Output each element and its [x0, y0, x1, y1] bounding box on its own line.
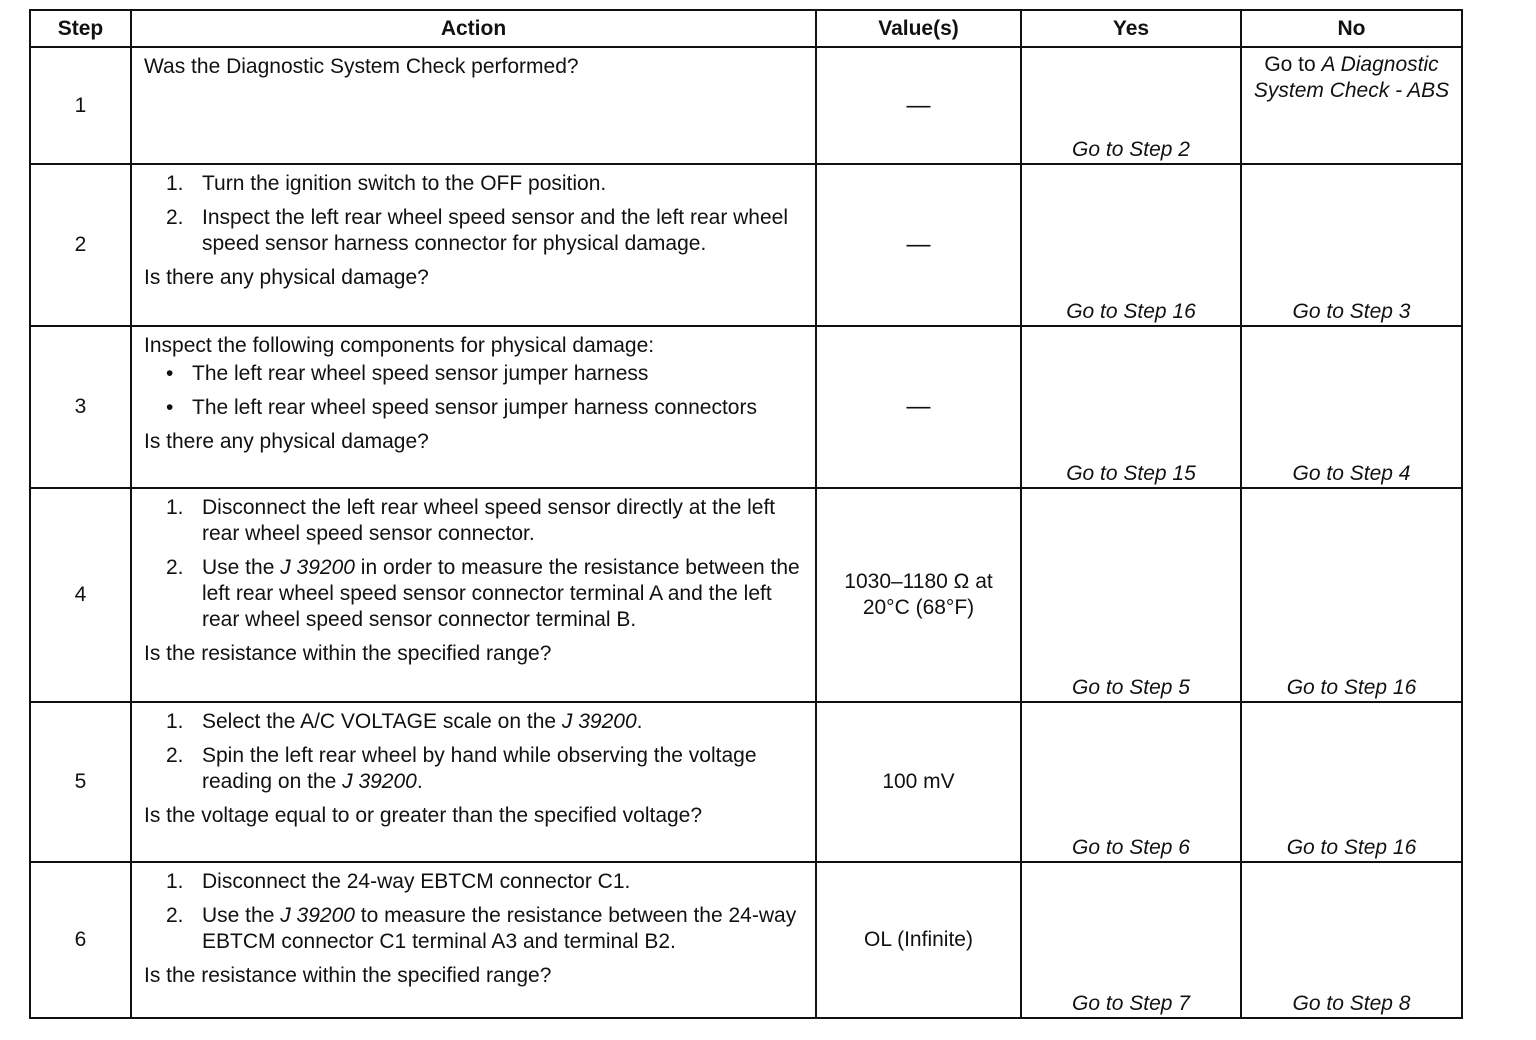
yes-cell: Go to Step 16: [1021, 164, 1241, 326]
yes-cell: Go to Step 6: [1021, 702, 1241, 862]
no-cell: Go to Step 16: [1241, 702, 1462, 862]
list-item: 2. Inspect the left rear wheel speed sensor and the left rear wheel speed sensor harness connector for physical damage.: [166, 206, 789, 255]
action-cell: [131, 326, 816, 488]
list-item: 2. Spin the left rear wheel by hand while observing the voltage reading on the J 39200.: [166, 744, 757, 793]
question-text: Is there any physical damage?: [144, 266, 429, 289]
no-link: A Diagnostic System Check - ABS: [1253, 53, 1450, 102]
header-values: Value(s): [816, 10, 1021, 47]
table-row-step-4: [30, 488, 1462, 702]
value-cell: —: [816, 47, 1021, 164]
table-row-step-5: [30, 702, 1462, 862]
yes-cell: Go to Step 5: [1021, 488, 1241, 702]
step-number: 3: [30, 326, 131, 488]
action-cell: [131, 702, 816, 862]
no-cell: [1241, 47, 1462, 164]
table-row-step-3: [30, 326, 1462, 488]
question-text: Is the resistance within the specified range?: [144, 964, 552, 987]
list-item: 1. Disconnect the left rear wheel speed sensor directly at the left rear wheel speed sensor connector.: [166, 496, 776, 545]
action-cell: [131, 164, 816, 326]
step-number: 2: [30, 164, 131, 326]
value-line: 20°C (68°F): [862, 596, 975, 619]
question-text: Is the voltage equal to or greater than the specified voltage?: [144, 804, 703, 827]
action-cell: [131, 47, 816, 164]
no-cell: Go to Step 16: [1241, 488, 1462, 702]
list-item: 1. Turn the ignition switch to the OFF position.: [166, 172, 607, 195]
yes-cell: Go to Step 15: [1021, 326, 1241, 488]
yes-cell: Go to Step 7: [1021, 862, 1241, 1018]
question-text: Is the resistance within the specified range?: [144, 642, 552, 665]
table-row-step-1: [30, 47, 1462, 164]
header-yes: Yes: [1021, 10, 1241, 47]
no-cell: Go to Step 8: [1241, 862, 1462, 1018]
value-cell: —: [816, 326, 1021, 488]
diagnostic-table: [29, 9, 1463, 1019]
yes-cell: Go to Step 2: [1021, 47, 1241, 164]
header-no: No: [1241, 10, 1462, 47]
tool-name: J 39200: [342, 770, 417, 793]
action-cell: [131, 488, 816, 702]
header-row: [30, 10, 1462, 47]
list-item: 2. Use the J 39200 to measure the resistance between the 24-way EBTCM connector C1 terminal A3 and terminal B2.: [166, 904, 797, 953]
table-row-step-6: [30, 862, 1462, 1018]
intro-text: Inspect the following components for physical damage:: [144, 334, 655, 357]
step-number: 1: [30, 47, 131, 164]
action-cell: [131, 862, 816, 1018]
value-cell: [816, 488, 1021, 702]
step-number: 4: [30, 488, 131, 702]
list-item: • The left rear wheel speed sensor jumper harness: [166, 362, 649, 385]
header-action: Action: [131, 10, 816, 47]
value-line: 1030–1180 Ω at: [844, 570, 993, 593]
tool-name: J 39200: [280, 904, 355, 927]
value-cell: —: [816, 164, 1021, 326]
list-item: 2. Use the J 39200 in order to measure the resistance between the left rear wheel speed sensor connector terminal A and the left rear wheel speed sensor connector terminal B.: [166, 556, 800, 631]
table-row-step-2: [30, 164, 1462, 326]
list-item: 1. Select the A/C VOLTAGE scale on the J 39200.: [166, 710, 643, 733]
question-text: Is there any physical damage?: [144, 430, 429, 453]
list-item: • The left rear wheel speed sensor jumper harness connectors: [166, 396, 757, 419]
value-cell: 100 mV: [816, 702, 1021, 862]
step-number: 6: [30, 862, 131, 1018]
value-cell: OL (Infinite): [816, 862, 1021, 1018]
no-cell: Go to Step 4: [1241, 326, 1462, 488]
question-text: Was the Diagnostic System Check performed?: [144, 55, 579, 78]
list-item: 1. Disconnect the 24-way EBTCM connector C1.: [166, 870, 631, 893]
step-number: 5: [30, 702, 131, 862]
no-cell: Go to Step 3: [1241, 164, 1462, 326]
header-step: Step: [30, 10, 131, 47]
tool-name: J 39200: [280, 556, 355, 579]
no-prefix: Go to: [1264, 53, 1322, 76]
tool-name: J 39200: [561, 710, 637, 733]
